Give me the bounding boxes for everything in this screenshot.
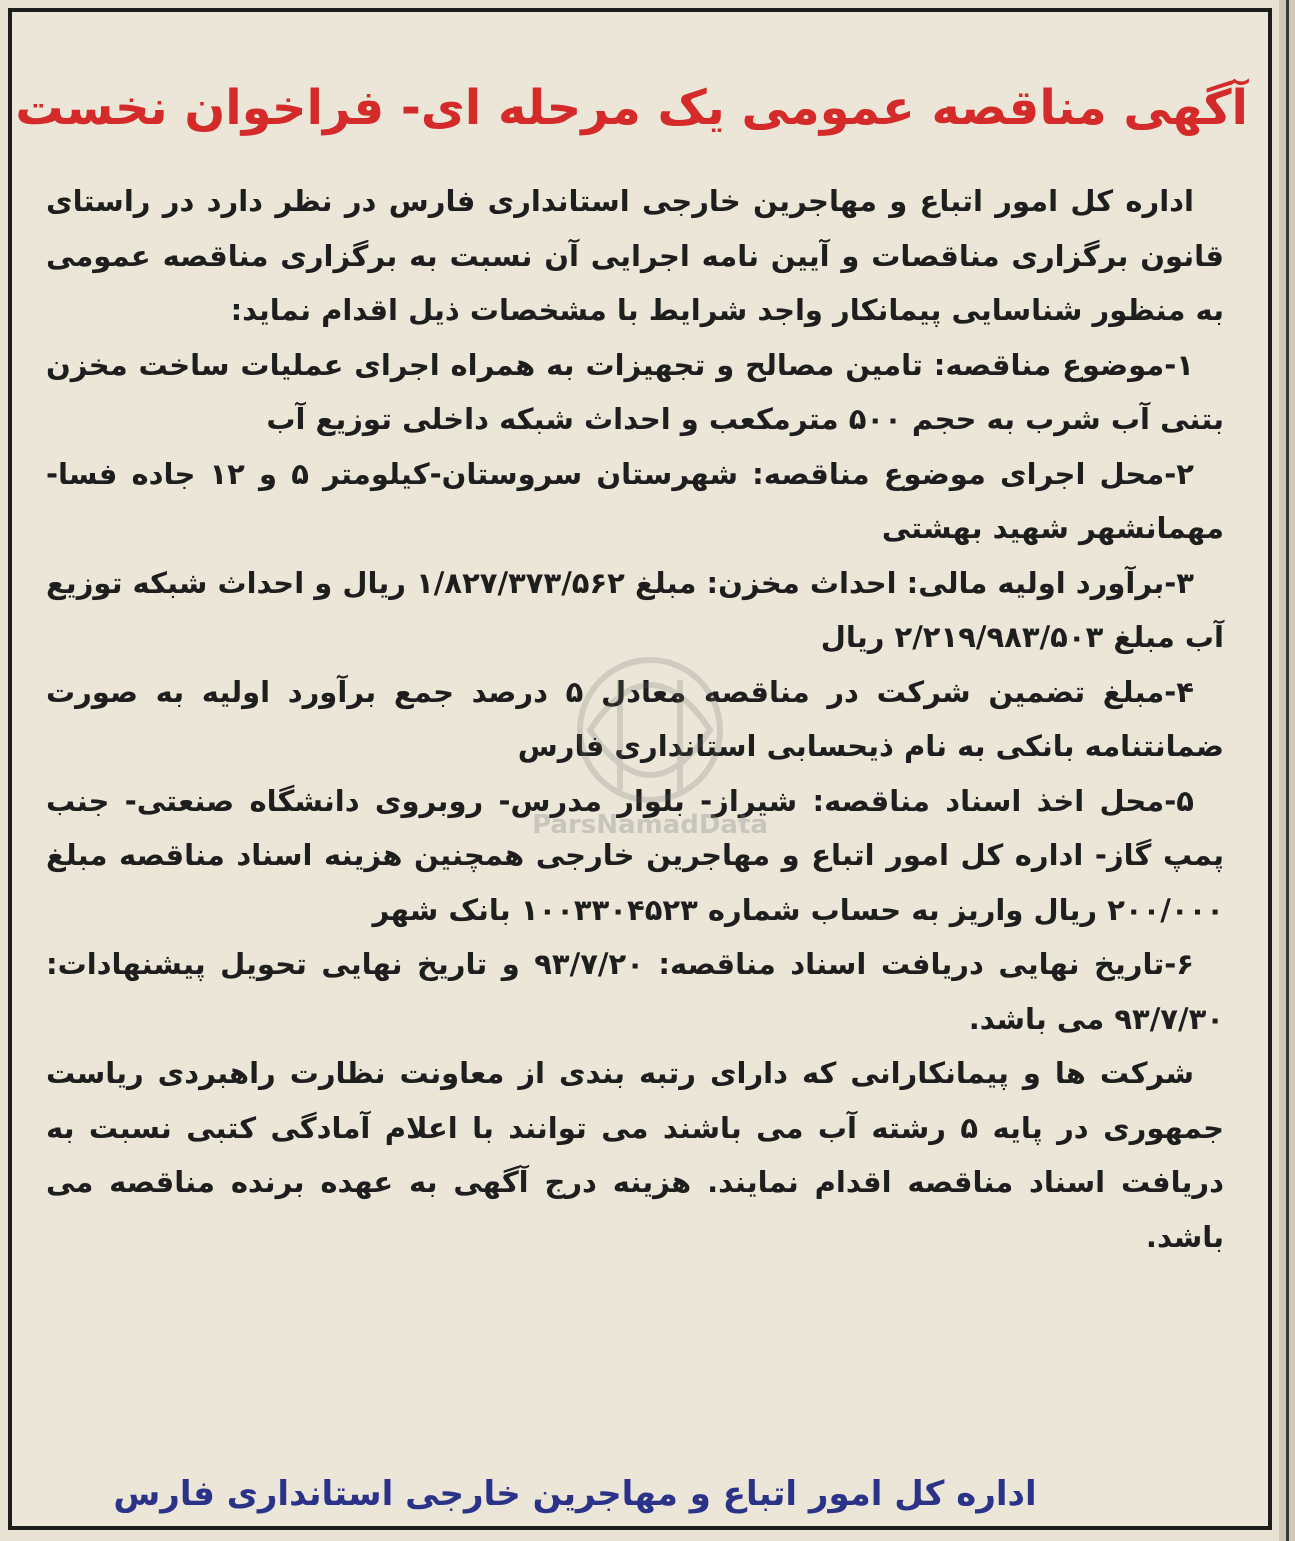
- intro-paragraph: اداره کل امور اتباع و مهاجرین خارجی استانداری فارس در نظر دارد در راستای قانون برگزاری مناقصات و آیین نامه اجرایی آن نسبت به برگزاری مناقصه عمومی به منظور شناسایی پیمانکار واجد شرایط با مشخصات ذیل اقدام نماید:: [46, 184, 1224, 327]
- closing-paragraph: شرکت ها و پیمانکارانی که دارای رتبه بندی از معاونت نظارت راهبردی ریاست جمهوری در پایه ۵ رشته آب می باشند می توانند با اعلام آمادگی کتبی نسبت به دریافت اسناد مناقصه اقدام نمایند. هزینه درج آگهی به عهده برنده مناقصه می باشد.: [46, 1056, 1225, 1254]
- item-3: ۳-برآورد اولیه مالی: احداث مخزن: مبلغ ۱/۸۲۷/۳۷۳/۵۶۲ ریال و احداث شبکه توزیع آب مبلغ ۲/۲۱۹/۹۸۳/۵۰۳ ریال: [46, 565, 1224, 654]
- watermark-text: ParsNamadData: [532, 810, 768, 840]
- item-4: ۴-مبلغ تضمین شرکت در مناقصه معادل ۵ درصد جمع برآورد اولیه به صورت ضمانتنامه بانکی به نام ذیحسابی استانداری فارس: [46, 674, 1224, 763]
- tender-advertisement: [8, 8, 1272, 1530]
- ad-footer-issuer: اداره کل امور اتباع و مهاجرین خارجی استانداری فارس: [113, 1474, 1037, 1514]
- ad-title: آگهی مناقصه عمومی یک مرحله ای- فراخوان نخست: [15, 80, 1248, 136]
- item-5: ۵-محل اخذ اسناد مناقصه: شیراز- بلوار مدرس- روبروی دانشگاه صنعتی- جنب پمپ گاز- اداره کل امور اتباع و مهاجرین خارجی همچنین هزینه اسناد مناقصه مبلغ ۲۰۰/۰۰۰ ریال واریز به حساب شماره ۱۰۰۳۳۰۴۵۲۳ بانک شهر: [46, 783, 1224, 927]
- item-6: ۶-تاریخ نهایی دریافت اسناد مناقصه: ۹۳/۷/۲۰ و تاریخ نهایی تحویل پیشنهادات: ۹۳/۷/۳۰ می باشد.: [46, 947, 1224, 1036]
- ad-body: [46, 174, 1224, 1264]
- column-divider: [1286, 0, 1289, 1541]
- item-2: ۲-محل اجرای موضوع مناقصه: شهرستان سروستان-کیلومتر ۵ و ۱۲ جاده فسا-مهمانشهر شهید بهشتی: [46, 456, 1224, 545]
- item-1: ۱-موضوع مناقصه: تامین مصالح و تجهیزات به همراه اجرای عملیات ساخت مخزن بتنی آب شرب به حجم ۵۰۰ مترمکعب و احداث شبکه داخلی توزیع آب: [46, 347, 1224, 436]
